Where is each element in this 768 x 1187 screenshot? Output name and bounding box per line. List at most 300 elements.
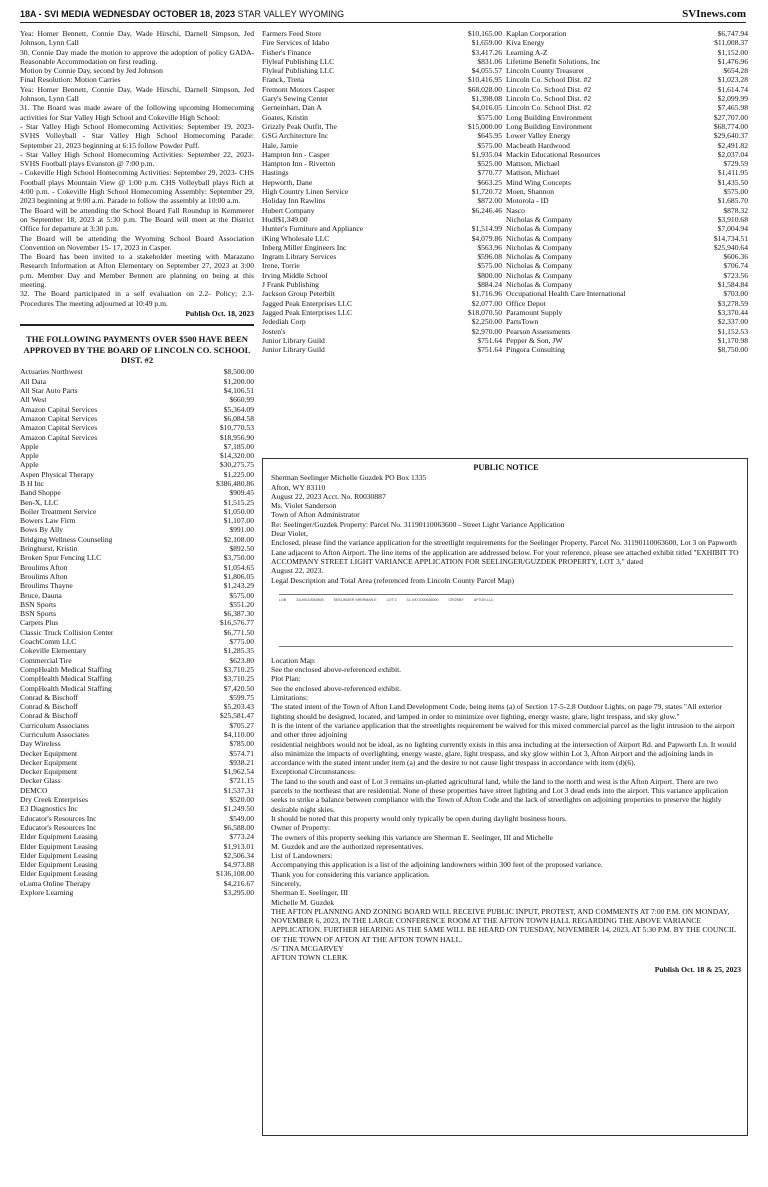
payee-name: Nasco <box>506 205 525 215</box>
payment-amount: $14,320.00 <box>219 451 254 461</box>
payee-name: Nicholas & Company <box>506 242 573 252</box>
payments-list-1 <box>20 367 254 897</box>
payee-name: Broken Spur Fencing LLC <box>20 553 102 563</box>
parcel-table-cell: CROSBY <box>448 597 464 602</box>
payee-name: Kiva Energy <box>506 38 545 48</box>
payee-name: Holiday Inn Rawlins <box>262 196 326 206</box>
payee-name: Flyleaf Publishing LLC <box>262 66 335 76</box>
payee-name: Decker Equipment <box>20 748 78 758</box>
payee-name: Bruce, Dauna <box>20 590 62 600</box>
payee-name: Irene, Torrie <box>262 261 300 271</box>
payee-name: Ingram Library Services <box>262 252 337 262</box>
payment-amount: $7,185.00 <box>223 441 254 451</box>
payment-row <box>20 414 254 423</box>
payment-amount: $25,940.64 <box>713 242 748 252</box>
payment-amount: $3,750.00 <box>223 553 254 563</box>
payment-amount: $16,576.77 <box>219 618 254 628</box>
payment-amount: $1,243.29 <box>223 581 254 591</box>
payment-row <box>506 103 748 112</box>
notice-line: See the enclosed above-referenced exhibit. <box>271 683 402 693</box>
payee-name: Hale, Jamie <box>262 140 298 150</box>
payment-amount: $6,747.94 <box>717 29 748 38</box>
payment-amount: $878.32 <box>723 205 748 215</box>
payment-amount: $660.99 <box>229 395 254 405</box>
payment-row <box>506 345 748 354</box>
payee-name: Amazon Capital Services <box>20 423 98 433</box>
payment-amount: $2,250.00 <box>471 317 502 327</box>
minutes-paragraph: The Board has been invited to a stakeholder meeting with Marazano Research Information at Afton Elementary on September 27, 2023 at 3:00 p.m. Member Day and Member Bennett are planning on being at this meeting. <box>20 252 254 290</box>
payment-row <box>262 289 502 298</box>
payment-amount: $1,913.01 <box>223 841 254 851</box>
notice-line: Michelle M. Guzdek <box>271 897 335 907</box>
payee-name: Josten's <box>262 326 286 336</box>
payment-amount: $775.00 <box>229 637 254 647</box>
payment-row <box>262 85 502 94</box>
payee-name: Nicholas & Company <box>506 233 573 243</box>
minutes-paragraph: The Board will be attending the Wyoming School Board Association Convention on November 15- 17, 2023 in Casper. <box>20 233 254 252</box>
payee-name: BSN Sports <box>20 599 57 609</box>
payee-name: BSN Sports <box>20 609 57 619</box>
payment-amount: $2,099.99 <box>717 94 748 104</box>
payee-name: Elder Equipment Leasing <box>20 860 98 870</box>
payment-amount: $1,659.00 <box>471 38 502 48</box>
payment-amount: $703.00 <box>723 289 748 299</box>
payee-name: All Star Auto Parts <box>20 386 78 396</box>
payment-amount: $15,000.00 <box>467 121 502 131</box>
payment-amount: $14,734.51 <box>713 233 748 243</box>
payment-row <box>262 141 502 150</box>
payment-amount: $723.56 <box>723 270 748 280</box>
payee-name: Goates, Kristin <box>262 112 308 122</box>
payee-name: Mind Wing Concepts <box>506 177 571 187</box>
payee-name: Band Shoppe <box>20 488 61 498</box>
payee-name: Gerneinhart, Dan A <box>262 103 322 113</box>
payee-name: Hubert Company <box>262 205 315 215</box>
parcel-table-cell: LOB <box>279 597 287 602</box>
payment-row <box>20 600 254 609</box>
payment-amount: $3,417.26 <box>471 47 502 57</box>
payment-row <box>262 38 502 47</box>
board-minutes <box>20 29 254 308</box>
payment-amount: $575.00 <box>477 112 502 122</box>
payment-amount: $706.74 <box>723 261 748 271</box>
payee-name: CompHealth Medical Staffing <box>20 674 112 684</box>
payment-row <box>20 730 254 739</box>
payee-name: Hampton Inn - Riverton <box>262 159 336 169</box>
payment-row <box>20 879 254 888</box>
payment-row <box>506 280 748 289</box>
payee-name: Fremont Motors Casper <box>262 84 335 94</box>
payment-amount: $1,514.99 <box>471 224 502 234</box>
payment-row <box>262 317 502 326</box>
payee-name: Aspen Physical Therapy <box>20 469 95 479</box>
payment-row <box>506 261 748 270</box>
payment-row <box>506 327 748 336</box>
payment-amount: $729.59 <box>723 159 748 169</box>
payment-row <box>506 141 748 150</box>
payment-row <box>506 317 748 326</box>
payment-row <box>506 289 748 298</box>
payment-amount: $1,515.25 <box>223 497 254 507</box>
payment-amount: $68,774.00 <box>713 121 748 131</box>
payee-name: Pearson Assessments <box>506 326 571 336</box>
payment-row <box>506 206 748 215</box>
payee-name: Apple <box>20 460 39 470</box>
payment-amount: $3,710.25 <box>223 674 254 684</box>
payment-amount: $3,370.44 <box>717 307 748 317</box>
payment-amount: $525.00 <box>477 159 502 169</box>
payee-name: Broulims Afton <box>20 562 68 572</box>
notice-publish-line: Publish Oct. 18 & 25, 2023 <box>654 964 741 974</box>
payment-amount: $5,203.43 <box>223 702 254 712</box>
payment-amount: $1,537.31 <box>223 785 254 795</box>
payment-amount: $4,110.00 <box>223 730 254 739</box>
payment-row <box>262 150 502 159</box>
payee-name: Gary's Sewing Center <box>262 94 329 104</box>
payee-name: Motorola - ID <box>506 196 549 206</box>
payee-name: Bringhurst, Kristin <box>20 544 78 554</box>
payment-amount: $4,016.05 <box>471 103 502 113</box>
payment-row <box>262 75 502 84</box>
payee-name: Carpets Plus <box>20 618 59 628</box>
payee-name: Mattson, Michael <box>506 168 560 178</box>
payee-name: All Data <box>20 376 46 386</box>
parcel-table-cell: 31 190 1000636000 <box>406 597 439 602</box>
payment-amount: $1,249.50 <box>223 804 254 814</box>
payee-name: Curriculum Associates <box>20 730 89 739</box>
payment-amount: $2,077.00 <box>471 298 502 308</box>
payment-row <box>506 113 748 122</box>
payment-row <box>262 299 502 308</box>
payment-row <box>262 234 502 243</box>
payment-amount: $7,465.98 <box>717 103 748 113</box>
payment-amount: $575.00 <box>477 140 502 150</box>
notice-line: Sherman E. Seelinger, III <box>271 888 349 898</box>
payment-row <box>506 224 748 233</box>
payment-row <box>20 498 254 507</box>
payment-amount: $872.00 <box>477 196 502 206</box>
payment-row <box>20 832 254 841</box>
payment-row <box>20 609 254 618</box>
payee-name: Pepper & Son, JW <box>506 335 563 345</box>
payment-amount: $7,004.94 <box>717 224 748 234</box>
payee-name: Flyleaf Publishing LLC <box>262 56 335 66</box>
payee-name: Decker Equipment <box>20 767 78 777</box>
payment-row <box>20 804 254 813</box>
payment-amount: $29,640.37 <box>713 131 748 141</box>
payee-name: Bows By Ally <box>20 525 64 535</box>
payment-amount: $1,716.96 <box>471 289 502 299</box>
payment-amount: $8,500.00 <box>223 367 254 377</box>
page-header <box>20 6 746 23</box>
payment-row <box>20 451 254 460</box>
payment-row <box>506 94 748 103</box>
payment-row <box>506 243 748 252</box>
divider <box>20 324 254 326</box>
payment-amount: $8,750.00 <box>717 345 748 355</box>
payee-name: Educator's Resources Inc <box>20 822 97 832</box>
payment-row <box>262 57 502 66</box>
payment-amount: $7,420.50 <box>223 683 254 693</box>
payment-row <box>20 646 254 655</box>
notice-line: Limitations: <box>271 693 309 703</box>
payment-row <box>262 308 502 317</box>
payment-row <box>20 888 254 897</box>
payment-row <box>20 377 254 386</box>
payee-name: CompHealth Medical Staffing <box>20 664 112 674</box>
payment-row <box>262 113 502 122</box>
notice-line: THE AFTON PLANNING AND ZONING BOARD WILL RECEIVE PUBLIC INPUT, PROTEST, AND COMMENTS AT 7:00 P.M. ON MONDAY, NOVEMBER 6, 2023, IN THE LARGE CONFERENCE ROOM AT THE AFTON TOWN HALL REGARDING THE ABOVE VARIANCE APPLICATION. FURTHER HEARING AS THE SAME WILL BE HEARD ON TUESDAY, NOVEMBER 14, 2023, AT 5:30 P.M. BY THE COUNCIL OF THE TOWN OF AFTON AT THE AFTON TOWN HALL. <box>271 906 736 944</box>
issue-date: WEDNESDAY OCTOBER 18, 2023 <box>92 9 236 19</box>
payee-name: All West <box>20 395 47 405</box>
payments-list-3 <box>506 29 748 453</box>
payee-name: DEMCO <box>20 785 48 795</box>
payee-name: Junior Library Guild <box>262 345 325 355</box>
payment-amount: $1,720.72 <box>471 187 502 197</box>
parcel-table-cell: 31190110063600 <box>296 597 324 602</box>
payee-name: Decker Equipment <box>20 757 78 767</box>
payment-row <box>506 150 748 159</box>
payment-amount: $1,935.04 <box>471 149 502 159</box>
payee-name: Amazon Capital Services <box>20 404 98 414</box>
payee-name: Decker Glass <box>20 776 61 786</box>
payment-row <box>506 234 748 243</box>
payment-amount: $10,416.95 <box>467 75 502 85</box>
payment-amount: $4,106.51 <box>223 386 254 396</box>
payee-name: Hunter's Furniture and Appliance <box>262 224 364 234</box>
payment-row <box>20 674 254 683</box>
parcel-table-cell: LOT 3 <box>386 597 397 602</box>
payment-row <box>20 786 254 795</box>
payment-amount: $68,028.00 <box>467 84 502 94</box>
payee-name: Macbeath Hardwood <box>506 140 570 150</box>
payee-name: Lower Valley Energy <box>506 131 571 141</box>
payee-name: CoachComm LLC <box>20 637 77 647</box>
notice-line: Sincerely, <box>271 878 302 888</box>
payment-row <box>20 823 254 832</box>
payee-name: Nicholas & Company <box>506 261 573 271</box>
payee-name: Elder Equipment Leasing <box>20 850 98 860</box>
payment-amount: $551.20 <box>229 599 254 609</box>
payee-name: Broulims Afton <box>20 571 68 581</box>
payments-list-2 <box>262 29 502 453</box>
payment-row <box>20 749 254 758</box>
payee-name: Amazon Capital Services <box>20 413 98 423</box>
payment-row <box>506 252 748 261</box>
notice-line: Town of Afton Administrator <box>271 510 360 520</box>
payment-amount: $705.27 <box>229 720 254 730</box>
payment-row <box>506 299 748 308</box>
payment-amount: $1,285.35 <box>223 646 254 656</box>
notice-line: It should be noted that this property would only typically be open during daylight business hours. <box>271 813 567 823</box>
payment-amount: $1,476.96 <box>717 56 748 66</box>
payment-row <box>506 66 748 75</box>
payment-amount: $1,398.08 <box>471 94 502 104</box>
notice-line: /S/ TINA MCGARVEY <box>271 944 344 954</box>
payee-name: Hudl$1,349.00 <box>262 214 308 224</box>
minutes-paragraph: 32. The Board participated in a self evaluation on 2.2- Policy; 2.3- Procedures The meeting adjourned at 10:49 p.m. <box>20 289 254 308</box>
notice-letter-body <box>271 656 741 963</box>
payee-name: Elder Equipment Leasing <box>20 841 98 851</box>
payment-amount: $1,107.00 <box>223 516 254 526</box>
payment-amount: $831.06 <box>477 56 502 66</box>
notice-line: Owner of Property: <box>271 823 331 833</box>
payment-row <box>262 122 502 131</box>
payment-amount: $3,710.25 <box>223 664 254 674</box>
payee-name: Jagged Peak Enterprises LLC <box>262 307 353 317</box>
payment-amount: $645.95 <box>477 131 502 141</box>
payment-amount: $773.24 <box>229 832 254 842</box>
payee-name: Nicholas & Company <box>506 270 573 280</box>
page-section: 18A - SVI MEDIA <box>20 9 91 19</box>
payee-name: Nicholas & Company <box>506 224 573 234</box>
notice-line: Accompanying this application is a list of the adjoining landowners within 300 feet of the proposed variance. <box>271 860 603 870</box>
payment-amount: $1,054.65 <box>223 562 254 572</box>
payment-amount: $1,435.50 <box>717 177 748 187</box>
payment-amount: $596.08 <box>477 252 502 262</box>
notice-line: Thank you for considering this variance application. <box>271 869 430 879</box>
payment-row <box>20 507 254 516</box>
payee-name: Educator's Resources Inc <box>20 813 97 823</box>
payment-amount: $751.64 <box>477 335 502 345</box>
minutes-paragraph: - Star Valley High School Homecoming Activities: September 22, 2023- SVHS Football plays Evanston @ 7:00 p.m. <box>20 149 254 169</box>
payee-name: Farmers Feed Store <box>262 29 322 38</box>
payment-row <box>20 367 254 376</box>
payee-name: Nicholas & Company <box>506 214 573 224</box>
payment-row <box>20 702 254 711</box>
payment-amount: $2,970.00 <box>471 326 502 336</box>
payment-amount: $1,152.53 <box>717 326 748 336</box>
payment-row <box>20 758 254 767</box>
payee-name: Ben-X, LLC <box>20 497 59 507</box>
payee-name: Occupational Health Care International <box>506 289 626 299</box>
payment-row <box>20 739 254 748</box>
payment-row <box>20 637 254 646</box>
payee-name: Nicholas & Company <box>506 252 573 262</box>
payment-amount: $2,491.82 <box>717 140 748 150</box>
payee-name: Bridging Wellness Counseling <box>20 534 113 544</box>
payment-amount: $386,480.86 <box>216 478 254 488</box>
payee-name: Paramount Supply <box>506 307 563 317</box>
payment-row <box>262 280 502 289</box>
payment-row <box>20 842 254 851</box>
payee-name: Classic Truck Collision Center <box>20 627 114 637</box>
payee-name: Jagged Peak Enterprises LLC <box>262 298 353 308</box>
payment-amount: $909.45 <box>229 488 254 498</box>
payment-amount: $751.64 <box>477 345 502 355</box>
payee-name: Explore Learning <box>20 888 74 898</box>
notice-line: residential neighbors would not be ideal, as no lighting currently exists in this area including at the intersection of Airport Rd. and Papworth Ln. It would also minimize the impacts of overlighting, energy waste, glare, light trespass, and sky glow within Lot 3, Afton Airport and the adjoining lands in accordance with the stated intent under item (a) and the desire to not cause light trespass in accordance with item (d)(6). <box>271 739 737 768</box>
minutes-paragraph: Yea: Homer Bennett, Connie Day, Wade Hirschi, Darnell Simpson, Jed Johnson, Lynn Call <box>20 84 254 104</box>
payment-row <box>20 442 254 451</box>
payee-name: PartsTown <box>506 317 539 327</box>
payment-row <box>20 776 254 785</box>
payee-name: Jackson Group Peterbilt <box>262 289 335 299</box>
payment-row <box>20 572 254 581</box>
payment-amount: $1,614.74 <box>717 84 748 94</box>
payment-amount: $549.00 <box>229 813 254 823</box>
payment-amount: $3,910.68 <box>717 214 748 224</box>
payment-row <box>262 178 502 187</box>
payee-name: Hampton Inn - Casper <box>262 149 330 159</box>
payee-name: Inberg Miller Engineers Inc <box>262 242 347 252</box>
payee-name: Conrad & Bischoff <box>20 711 79 721</box>
notice-line: Ms. Violet Sanderson <box>271 501 337 511</box>
payee-name: Boiler Treatment Service <box>20 506 97 516</box>
payment-row <box>20 665 254 674</box>
payee-name: Elder Equipment Leasing <box>20 832 98 842</box>
payment-row <box>262 187 502 196</box>
payment-amount: $6,771.50 <box>223 627 254 637</box>
payment-row <box>262 345 502 354</box>
payee-name: Jedediah Corp <box>262 317 306 327</box>
site-name: SVInews.com <box>682 8 746 20</box>
payee-name: eLuma Online Therapy <box>20 878 91 888</box>
minutes-paragraph: Motion by Connie Day, second by Jed Johnson <box>20 66 163 76</box>
notice-line: Plot Plan: <box>271 674 301 684</box>
payee-name: B H Inc <box>20 478 45 488</box>
payment-amount: $4,216.67 <box>223 878 254 888</box>
payment-row <box>20 795 254 804</box>
payment-amount: $4,973.88 <box>223 860 254 870</box>
payment-row <box>506 168 748 177</box>
payment-amount: $10,165.00 <box>467 29 502 38</box>
payment-row <box>20 433 254 442</box>
payment-row <box>20 488 254 497</box>
payee-name: High Country Linen Service <box>262 187 349 197</box>
payment-row <box>20 851 254 860</box>
payment-row <box>20 656 254 665</box>
payment-row <box>20 553 254 562</box>
payee-name: Lincoln Co. School Dist. #2 <box>506 103 592 113</box>
payment-amount: $800.00 <box>477 270 502 280</box>
payment-row <box>20 591 254 600</box>
payment-amount: $1,170.98 <box>717 335 748 345</box>
payment-amount: $770.77 <box>477 168 502 178</box>
notice-line: The land to the south and east of Lot 3 remains un-platted agricultural land, while the land to the north and west is the Afton Airport. There are two parcels to the northeast that are residential. None of these properties have street lighting and Lot 3 dead ends into the airport. This variance application seeks to strike a balance between compliance with the Town of Afton Code and the lack of streetlights on adjoining properties to preserve the highly desirable night skies. <box>271 776 729 814</box>
payment-row <box>20 544 254 553</box>
payment-amount: $25,581.47 <box>219 711 254 721</box>
notice-line: See the enclosed above-referenced exhibit. <box>271 665 402 675</box>
payment-row <box>506 48 748 57</box>
payee-name: Curriculum Associates <box>20 720 89 730</box>
payee-name: iKing Wholesale LLC <box>262 233 330 243</box>
payment-row <box>506 187 748 196</box>
payee-name: Elder Equipment Leasing <box>20 869 98 879</box>
payee-name: Dry Creek Enterprises <box>20 795 88 805</box>
payment-row <box>20 516 254 525</box>
payment-row <box>20 423 254 432</box>
payment-amount: $884.24 <box>477 280 502 290</box>
payee-name: Kaplan Corporation <box>506 29 567 38</box>
notice-line: It is the intent of the variance application that the streetlights requirement be waived for this mixed commercial parcel as the light intrusion to the airport and other three adjoining <box>271 720 735 740</box>
payment-amount: $892.50 <box>229 544 254 554</box>
payment-row <box>20 860 254 869</box>
payee-name: CompHealth Medical Staffing <box>20 683 112 693</box>
payment-amount: $663.25 <box>477 177 502 187</box>
payment-row <box>506 336 748 345</box>
payment-row <box>20 814 254 823</box>
payment-amount: $623.80 <box>229 655 254 665</box>
notice-line: Legal Description and Total Area (referenced from Lincoln County Parcel Map) <box>271 575 515 585</box>
payment-amount: $136,108.00 <box>216 869 254 879</box>
payment-amount: $6,084.58 <box>223 413 254 423</box>
payment-row <box>20 386 254 395</box>
payment-row <box>262 196 502 205</box>
payee-name: Hepworth, Dane <box>262 177 313 187</box>
payee-name: Lincoln County Treasurer <box>506 66 585 76</box>
payment-row <box>20 405 254 414</box>
